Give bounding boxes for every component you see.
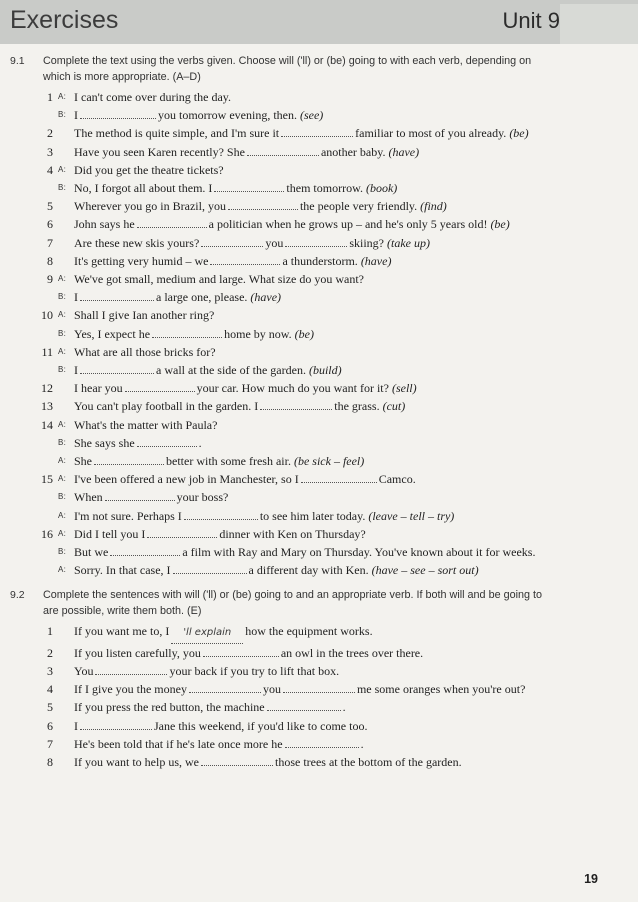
answer-blank[interactable]	[260, 399, 332, 410]
answer-blank[interactable]	[80, 290, 154, 301]
exercise-line	[0, 215, 638, 233]
sentence-text: Wherever you go in Brazil, you	[74, 199, 226, 214]
section-header	[0, 53, 638, 85]
sentence-text: Sorry. In that case, I	[74, 563, 171, 578]
sentence-text: a different day with Ken.	[248, 563, 372, 578]
exercise-line	[0, 325, 638, 343]
verb-hint: (be)	[294, 326, 314, 341]
exercise-line	[0, 397, 638, 415]
sentence-text: .	[342, 700, 346, 715]
answer-blank[interactable]	[228, 199, 298, 210]
sentence-text: to see him later today.	[259, 508, 369, 523]
exercise-line	[0, 288, 638, 306]
sentence-text: It's getting very humid – we	[74, 253, 209, 268]
sentence-text: Jane this weekend, if you'd like to come too.	[154, 718, 368, 733]
exercise-line	[0, 644, 638, 662]
handwritten-answer: 'll explain	[171, 624, 243, 643]
exercise-line	[0, 488, 638, 506]
answer-blank[interactable]	[80, 108, 156, 119]
answer-blank[interactable]	[110, 545, 180, 556]
speaker-label: A:	[58, 419, 67, 429]
sentence-text: your back if you try to lift that box.	[169, 663, 340, 678]
exercise-line	[0, 343, 638, 361]
sentence-text: you	[262, 682, 281, 697]
answer-blank[interactable]	[189, 682, 261, 693]
section-header	[0, 587, 638, 619]
answer-blank[interactable]	[201, 236, 263, 247]
page-title: Exercises	[10, 6, 119, 34]
answer-blank[interactable]	[94, 454, 164, 465]
item-number: 8	[47, 754, 53, 769]
sentence-text: We've got small, medium and large. What size do you want?	[74, 272, 365, 287]
sentence-text: better with some fresh air.	[166, 454, 294, 469]
sentence-text: you tomorrow evening, then.	[158, 108, 300, 123]
sentence-text: If I give you the money	[74, 682, 187, 697]
sentence-text: If you want me to, I	[74, 624, 170, 639]
sentence-text: But we	[74, 545, 109, 560]
speaker-label: A:	[58, 510, 67, 520]
speaker-label: B:	[58, 365, 67, 375]
exercise-content	[0, 50, 638, 771]
answer-blank[interactable]	[95, 664, 167, 675]
exercise-line	[0, 507, 638, 525]
exercise-line	[0, 452, 638, 470]
section-number: 9.1	[10, 55, 25, 67]
sentence-text: skiing?	[349, 235, 387, 250]
exercise-line	[0, 416, 638, 434]
speaker-label: B:	[58, 547, 67, 557]
verb-hint: (have)	[360, 253, 392, 268]
answer-blank[interactable]	[147, 527, 217, 538]
sentence-text: I	[74, 290, 78, 305]
answer-blank[interactable]	[247, 145, 319, 156]
speaker-label: A:	[58, 565, 67, 575]
item-number: 5	[47, 199, 53, 214]
answer-blank[interactable]	[283, 682, 355, 693]
item-number: 7	[47, 235, 53, 250]
item-number: 12	[41, 381, 53, 396]
sentence-text: a thunderstorm.	[282, 253, 361, 268]
sentence-text: your boss?	[176, 490, 229, 505]
sentence-text: Did I tell you I	[74, 526, 146, 541]
sentence-text: You	[74, 663, 94, 678]
sentence-text: I've been offered a new job in Manchester, so I	[74, 472, 299, 487]
exercise-line	[0, 717, 638, 735]
item-number: 15	[41, 472, 53, 487]
sentence-text: .	[360, 736, 364, 751]
exercise-line	[0, 525, 638, 543]
exercise-line	[0, 306, 638, 324]
verb-hint: (cut)	[382, 399, 406, 414]
answer-blank[interactable]	[105, 490, 175, 501]
answer-blank[interactable]	[173, 563, 247, 574]
exercise-items	[0, 88, 638, 579]
item-number: 6	[47, 718, 53, 733]
sentence-text: another baby.	[320, 144, 389, 159]
speaker-label: A:	[58, 346, 67, 356]
exercise-section	[0, 587, 638, 771]
exercise-line	[0, 622, 638, 643]
verb-hint: (book)	[365, 181, 398, 196]
speaker-label: B:	[58, 110, 67, 120]
sentence-text: What's the matter with Paula?	[74, 417, 218, 432]
sentence-text: familiar to most of you already.	[355, 126, 510, 141]
sentence-text: I	[74, 363, 78, 378]
sentence-text: Yes, I expect he	[74, 326, 151, 341]
item-number: 3	[47, 663, 53, 678]
item-number: 14	[41, 417, 53, 432]
sentence-text: She says she	[74, 435, 135, 450]
item-number: 11	[41, 344, 53, 359]
exercise-line	[0, 124, 638, 142]
sentence-text: If you listen carefully, you	[74, 645, 201, 660]
exercise-line	[0, 735, 638, 753]
verb-hint: (see)	[299, 108, 324, 123]
speaker-label: A:	[58, 274, 67, 284]
sentence-text: a politician when he grows up – and he's only 5 years old!	[208, 217, 491, 232]
speaker-label: B:	[58, 292, 67, 302]
exercise-line	[0, 106, 638, 124]
sentence-text: your car. How much do you want for it?	[196, 381, 392, 396]
answer-blank[interactable]	[137, 217, 207, 228]
exercise-line	[0, 179, 638, 197]
sentence-text: You can't play football in the garden. I	[74, 399, 259, 414]
exercise-line	[0, 161, 638, 179]
answer-blank[interactable]	[80, 719, 152, 730]
sentence-text: me some oranges when you're out?	[356, 682, 526, 697]
sentence-text: John says he	[74, 217, 135, 232]
answer-blank[interactable]	[285, 737, 359, 748]
header-corner-shade	[560, 4, 638, 44]
sentence-text: you	[265, 235, 284, 250]
exercise-line	[0, 252, 638, 270]
answer-blank[interactable]	[184, 509, 258, 520]
verb-hint: (build)	[308, 363, 342, 378]
sentence-text: a film with Ray and Mary on Thursday. You've known about it for weeks.	[182, 545, 536, 560]
answer-blank[interactable]	[201, 755, 273, 766]
exercise-section	[0, 53, 638, 579]
sentence-text: a wall at the side of the garden.	[156, 363, 309, 378]
answer-blank[interactable]	[301, 472, 377, 483]
speaker-label: A:	[58, 474, 67, 484]
sentence-text: them tomorrow.	[286, 181, 366, 196]
answer-blank[interactable]	[203, 646, 279, 657]
exercise-line	[0, 561, 638, 579]
sentence-text: The method is quite simple, and I'm sure it	[74, 126, 280, 141]
exercise-line	[0, 662, 638, 680]
sentence-text: If you want to help us, we	[74, 754, 199, 769]
sentence-text: Are these new skis yours?	[74, 235, 200, 250]
sentence-text: I can't come over during the day.	[74, 90, 231, 104]
item-number: 7	[47, 736, 53, 751]
sentence-text: He's been told that if he's late once more he	[74, 736, 283, 751]
sentence-text: Have you seen Karen recently? She	[74, 144, 245, 159]
item-number: 3	[47, 144, 53, 159]
sentence-text: No, I forgot all about them. I	[74, 181, 213, 196]
item-number: 9	[47, 272, 53, 287]
sentence-text: What are all those bricks for?	[74, 344, 216, 359]
answer-blank[interactable]	[281, 126, 353, 137]
unit-label: Unit 9	[502, 8, 560, 33]
answer-blank[interactable]	[152, 327, 222, 338]
speaker-label: B:	[58, 437, 67, 447]
exercise-line	[0, 680, 638, 698]
verb-hint: (leave – tell – try)	[368, 508, 455, 523]
page-number: 19	[584, 872, 598, 886]
exercise-line	[0, 434, 638, 452]
sentence-text: If you press the red button, the machine	[74, 700, 265, 715]
verb-hint: (find)	[420, 199, 447, 214]
item-number: 2	[47, 126, 53, 141]
speaker-label: A:	[58, 456, 67, 466]
exercise-line	[0, 143, 638, 161]
sentence-text: I	[74, 718, 78, 733]
exercise-line	[0, 270, 638, 288]
item-number: 4	[47, 682, 53, 697]
verb-hint: (have – see – sort out)	[371, 563, 479, 578]
sentence-text: I'm not sure. Perhaps I	[74, 508, 182, 523]
verb-hint: (have)	[250, 290, 282, 305]
sentence-text: home by now.	[224, 326, 295, 341]
sentence-text: Did you get the theatre tickets?	[74, 162, 224, 177]
sentence-text: dinner with Ken on Thursday?	[219, 526, 366, 541]
exercise-line	[0, 88, 638, 106]
item-number: 6	[47, 217, 53, 232]
sentence-text: I	[74, 108, 78, 123]
section-number: 9.2	[10, 589, 25, 602]
speaker-label: A:	[58, 310, 67, 320]
speaker-label: B:	[58, 328, 67, 338]
exercise-line	[0, 543, 638, 561]
sentence-text: I hear you	[74, 381, 123, 396]
sentence-text: .	[198, 435, 202, 450]
exercise-line	[0, 753, 638, 771]
exercise-line	[0, 470, 638, 488]
section-instructions: Complete the sentences with will ('ll) or (be) going to and an appropriate verb. If both will and be going to are possible, write them both. (E)	[43, 589, 542, 618]
item-number: 2	[47, 645, 53, 660]
verb-hint: (be)	[490, 217, 510, 232]
sentence-text: how the equipment works.	[245, 624, 373, 639]
speaker-label: A:	[58, 528, 67, 538]
item-number: 10	[41, 308, 53, 323]
speaker-label: B:	[58, 492, 67, 502]
sentence-text: an owl in the trees over there.	[280, 645, 424, 660]
answer-blank[interactable]	[137, 436, 197, 447]
exercise-line	[0, 361, 638, 379]
exercise-line	[0, 234, 638, 252]
item-number: 1	[47, 624, 53, 639]
verb-hint: (sell)	[391, 381, 417, 396]
sentence-text: those trees at the bottom of the garden.	[274, 754, 462, 769]
exercise-line	[0, 197, 638, 215]
answer-blank[interactable]	[214, 181, 284, 192]
sentence-text: When	[74, 490, 103, 505]
sentence-text: the people very friendly.	[299, 199, 421, 214]
speaker-label: B:	[58, 183, 67, 193]
exercise-line	[0, 379, 638, 397]
item-number: 13	[41, 399, 53, 414]
verb-hint: (be sick – feel)	[293, 454, 365, 469]
verb-hint: (take up)	[386, 235, 430, 250]
item-number: 5	[47, 700, 53, 715]
exercise-line	[0, 698, 638, 716]
verb-hint: (have)	[388, 144, 420, 159]
sentence-text: the grass.	[334, 399, 383, 414]
answer-blank[interactable]	[80, 363, 154, 374]
section-instructions: Complete the text using the verbs given. Choose will ('ll) or (be) going to with each verb, depending on which is more appropriate. (A–D)	[43, 55, 532, 83]
sentence-text: Shall I give Ian another ring?	[74, 308, 215, 323]
answer-blank[interactable]	[267, 700, 341, 711]
answer-blank[interactable]	[210, 254, 280, 265]
item-number: 1	[47, 90, 53, 104]
exercise-items	[0, 622, 638, 771]
sentence-text: She	[74, 454, 92, 469]
item-number: 16	[41, 526, 53, 541]
item-number: 4	[47, 162, 53, 177]
answer-blank[interactable]	[285, 236, 347, 247]
answer-blank[interactable]	[125, 381, 195, 392]
sentence-text: Camco.	[378, 472, 416, 487]
item-number: 8	[47, 253, 53, 268]
sentence-text: a large one, please.	[156, 290, 251, 305]
speaker-label: A:	[58, 92, 67, 101]
verb-hint: (be)	[509, 126, 529, 141]
speaker-label: A:	[58, 164, 67, 174]
